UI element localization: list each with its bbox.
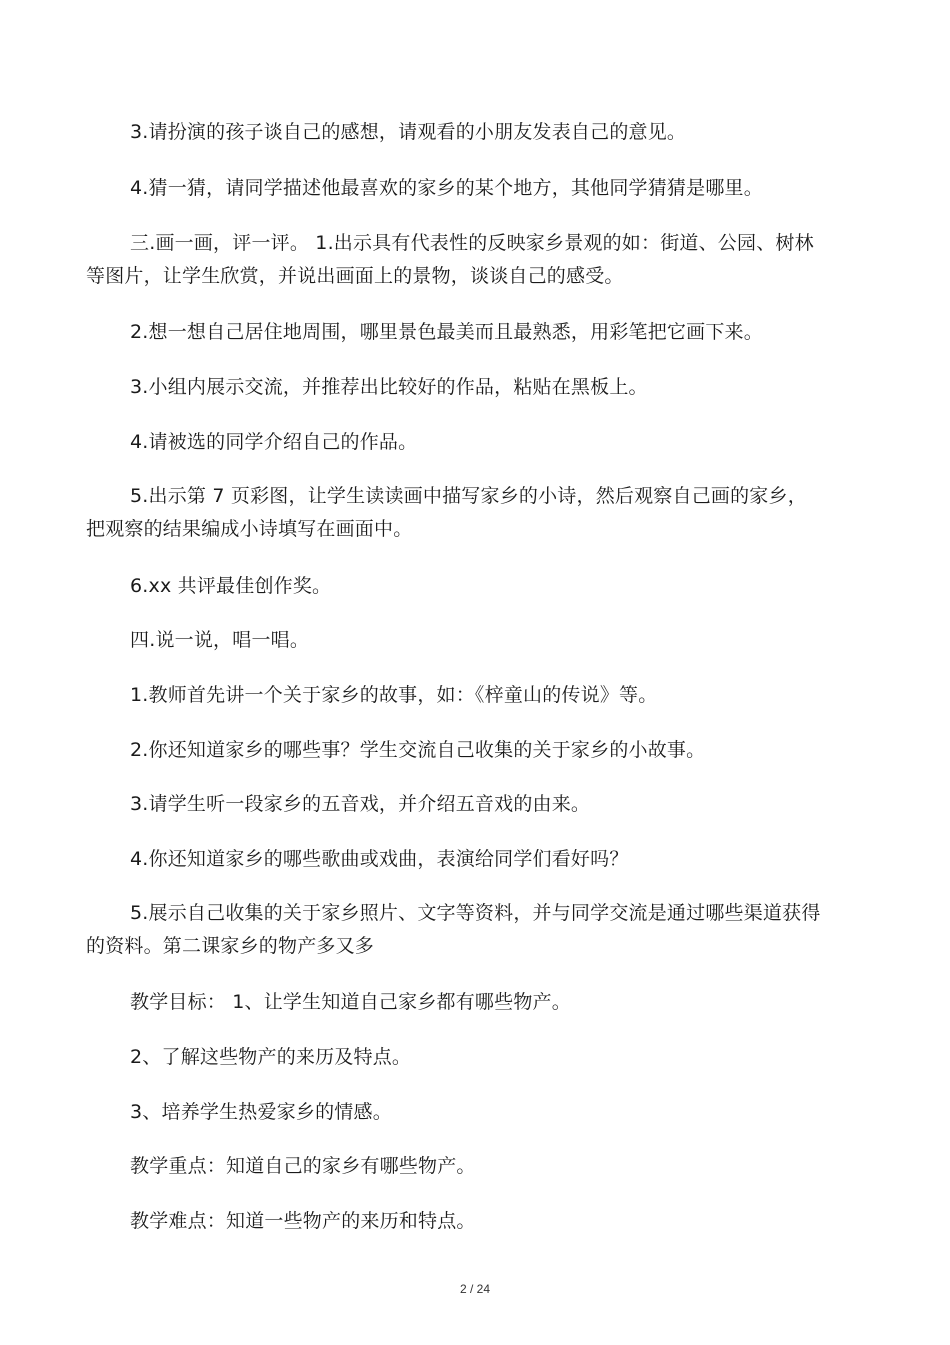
paragraph: 4.猜一猜，请同学描述他最喜欢的家乡的某个地方，其他同学猜猜是哪里。 [130, 177, 763, 199]
paragraph: 3.小组内展示交流，并推荐出比较好的作品，粘贴在黑板上。 [130, 376, 648, 398]
paragraph: 3、培养学生热爱家乡的情感。 [130, 1101, 392, 1123]
paragraph: 教学重点：知道自己的家乡有哪些物产。 [130, 1155, 476, 1177]
paragraph: 2、了解这些物产的来历及特点。 [130, 1046, 412, 1068]
paragraph: 教学难点：知道一些物产的来历和特点。 [130, 1210, 476, 1232]
paragraph: 教学目标： 1、让学生知道自己家乡都有哪些物产。 [130, 991, 571, 1013]
paragraph: 四.说一说，唱一唱。 [130, 629, 310, 651]
paragraph: 2.你还知道家乡的哪些事？学生交流自己收集的关于家乡的小故事。 [130, 739, 706, 761]
paragraph: 4.你还知道家乡的哪些歌曲或戏曲，表演给同学们看好吗？ [130, 848, 629, 870]
paragraph: 5.展示自己收集的关于家乡照片、文字等资料，并与同学交流是通过哪些渠道获得的资料。第二课家乡的物产多又多 [86, 902, 821, 957]
paragraph: 1.教师首先讲一个关于家乡的故事，如：《梓童山的传说》等。 [130, 684, 658, 706]
page-number: 2 / 24 [459, 1282, 491, 1296]
paragraph: 5.出示第 7 页彩图，让学生读读画中描写家乡的小诗，然后观察自己画的家乡，把观察的结果编成小诗填写在画面中。 [86, 485, 807, 540]
paragraph: 3.请扮演的孩子谈自己的感想，请观看的小朋友发表自己的意见。 [130, 121, 687, 143]
paragraph: 4.请被选的同学介绍自己的作品。 [130, 431, 418, 453]
paragraph: 三.画一画，评一评。 1.出示具有代表性的反映家乡景观的如：街道、公园、树林等图片，让学生欣赏，并说出画面上的景物，谈谈自己的感受。 [86, 232, 814, 287]
paragraph: 2.想一想自己居住地周围，哪里景色最美而且最熟悉，用彩笔把它画下来。 [130, 321, 763, 343]
paragraph: 3.请学生听一段家乡的五音戏，并介绍五音戏的由来。 [130, 793, 591, 815]
paragraph: 6.xx 共评最佳创作奖。 [130, 575, 332, 597]
